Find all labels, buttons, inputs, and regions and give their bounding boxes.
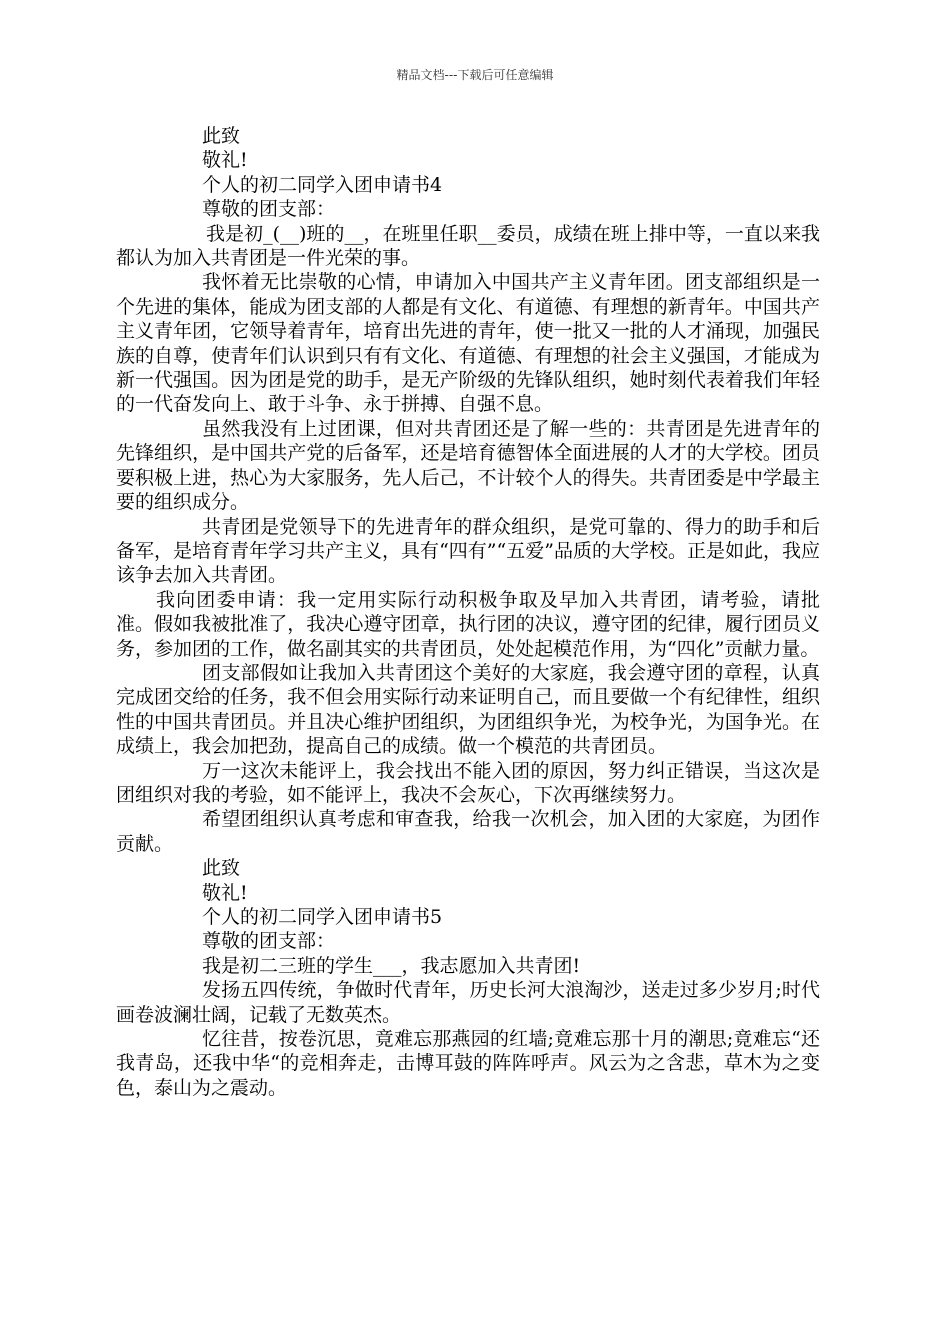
paragraph: 敬礼!	[202, 881, 248, 904]
paragraph: 共青团是党领导下的先进青年的群众组织，是党可靠的、得力的助手和后备军，是培育青年学习共产主义，具有“四有”“五爱”品质的大学校。正是如此，我应该争去加入共青团。	[116, 515, 820, 587]
page-header: 精品文档---下载后可任意编辑	[396, 68, 554, 82]
paragraph: 此致	[202, 857, 241, 880]
paragraph: 虽然我没有上过团课，但对共青团还是了解一些的：共青团是先进青年的先锋组织，是中国共产党的后备军，还是培育德智体全面进展的人才的大学校。团员要积极上进，热心为大家服务，先人后己，不计较个人的得失。共青团委是中学最主要的组织成分。	[116, 417, 820, 514]
document-body	[116, 124, 820, 1100]
paragraph: 此致	[202, 125, 241, 147]
paragraph: 万一这次未能评上，我会找出不能入团的原因，努力纠正错误，当这次是团组织对我的考验，如不能评上，我决不会灰心，下次再继续努力。	[116, 759, 820, 806]
paragraph: 团支部假如让我加入共青团这个美好的大家庭，我会遵守团的章程，认真完成团交给的任务，我不但会用实际行动来证明自己，而且要做一个有纪律性，组织性的中国共青团员。并且决心维护团组织，为团组织争光，为校争光，为国争光。在成绩上，我会加把劲，提高自己的成绩。做一个模范的共青团员。	[116, 661, 820, 758]
section-title: 个人的初二同学入团申请书4	[202, 173, 443, 196]
paragraph: 忆往昔，按卷沉思，竟难忘那燕园的红墙;竟难忘那十月的潮思;竟难忘“还我青岛，还我中华“的竞相奔走，击博耳鼓的阵阵呼声。风云为之含悲，草木为之变色，泰山为之震动。	[116, 1028, 820, 1099]
paragraph: 希望团组织认真考虑和审查我，给我一次机会，加入团的大家庭，为团作贡献。	[116, 808, 820, 855]
salutation: 尊敬的团支部：	[202, 198, 336, 221]
paragraph: 发扬五四传统，争做时代青年，历史长河大浪淘沙，送走过多少岁月;时代画卷波澜壮阔，记载了无数英杰。	[116, 979, 820, 1026]
paragraph: 敬礼!	[202, 149, 248, 172]
salutation: 尊敬的团支部：	[202, 930, 336, 953]
paragraph: 我是初_(__)班的__，在班里任职__委员，成绩在班上排中等，一直以来我都认为加入共青团是一件光荣的事。	[116, 222, 820, 270]
section-title: 个人的初二同学入团申请书5	[202, 906, 443, 928]
paragraph: 我怀着无比崇敬的心情，申请加入中国共产主义青年团。团支部组织是一个先进的集体，能成为团支部的人都是有文化、有道德、有理想的新青年。中国共产主义青年团，它领导着青年，培育出先进的青年，使一批又一批的人才涌现，加强民族的自尊，使青年们认识到只有有文化、有道德、有理想的社会主义强国，才能成为新一代强国。因为团是党的助手，是无产阶级的先锋队组织，她时刻代表着我们年轻的一代奋发向上、敢于斗争、永于拼搏、自强不息。	[116, 271, 820, 416]
paragraph: 我向团委申请：我一定用实际行动积极争取及早加入共青团，请考验，请批准。假如我被批准了，我决心遵守团章，执行团的决议，遵守团的纪律，履行团员义务，参加团的工作，做名副其实的共青团员，处处起模范作用，为“四化”贡献力量。	[116, 588, 820, 660]
paragraph: 我是初二三班的学生___，我志愿加入共青团!	[202, 954, 581, 977]
